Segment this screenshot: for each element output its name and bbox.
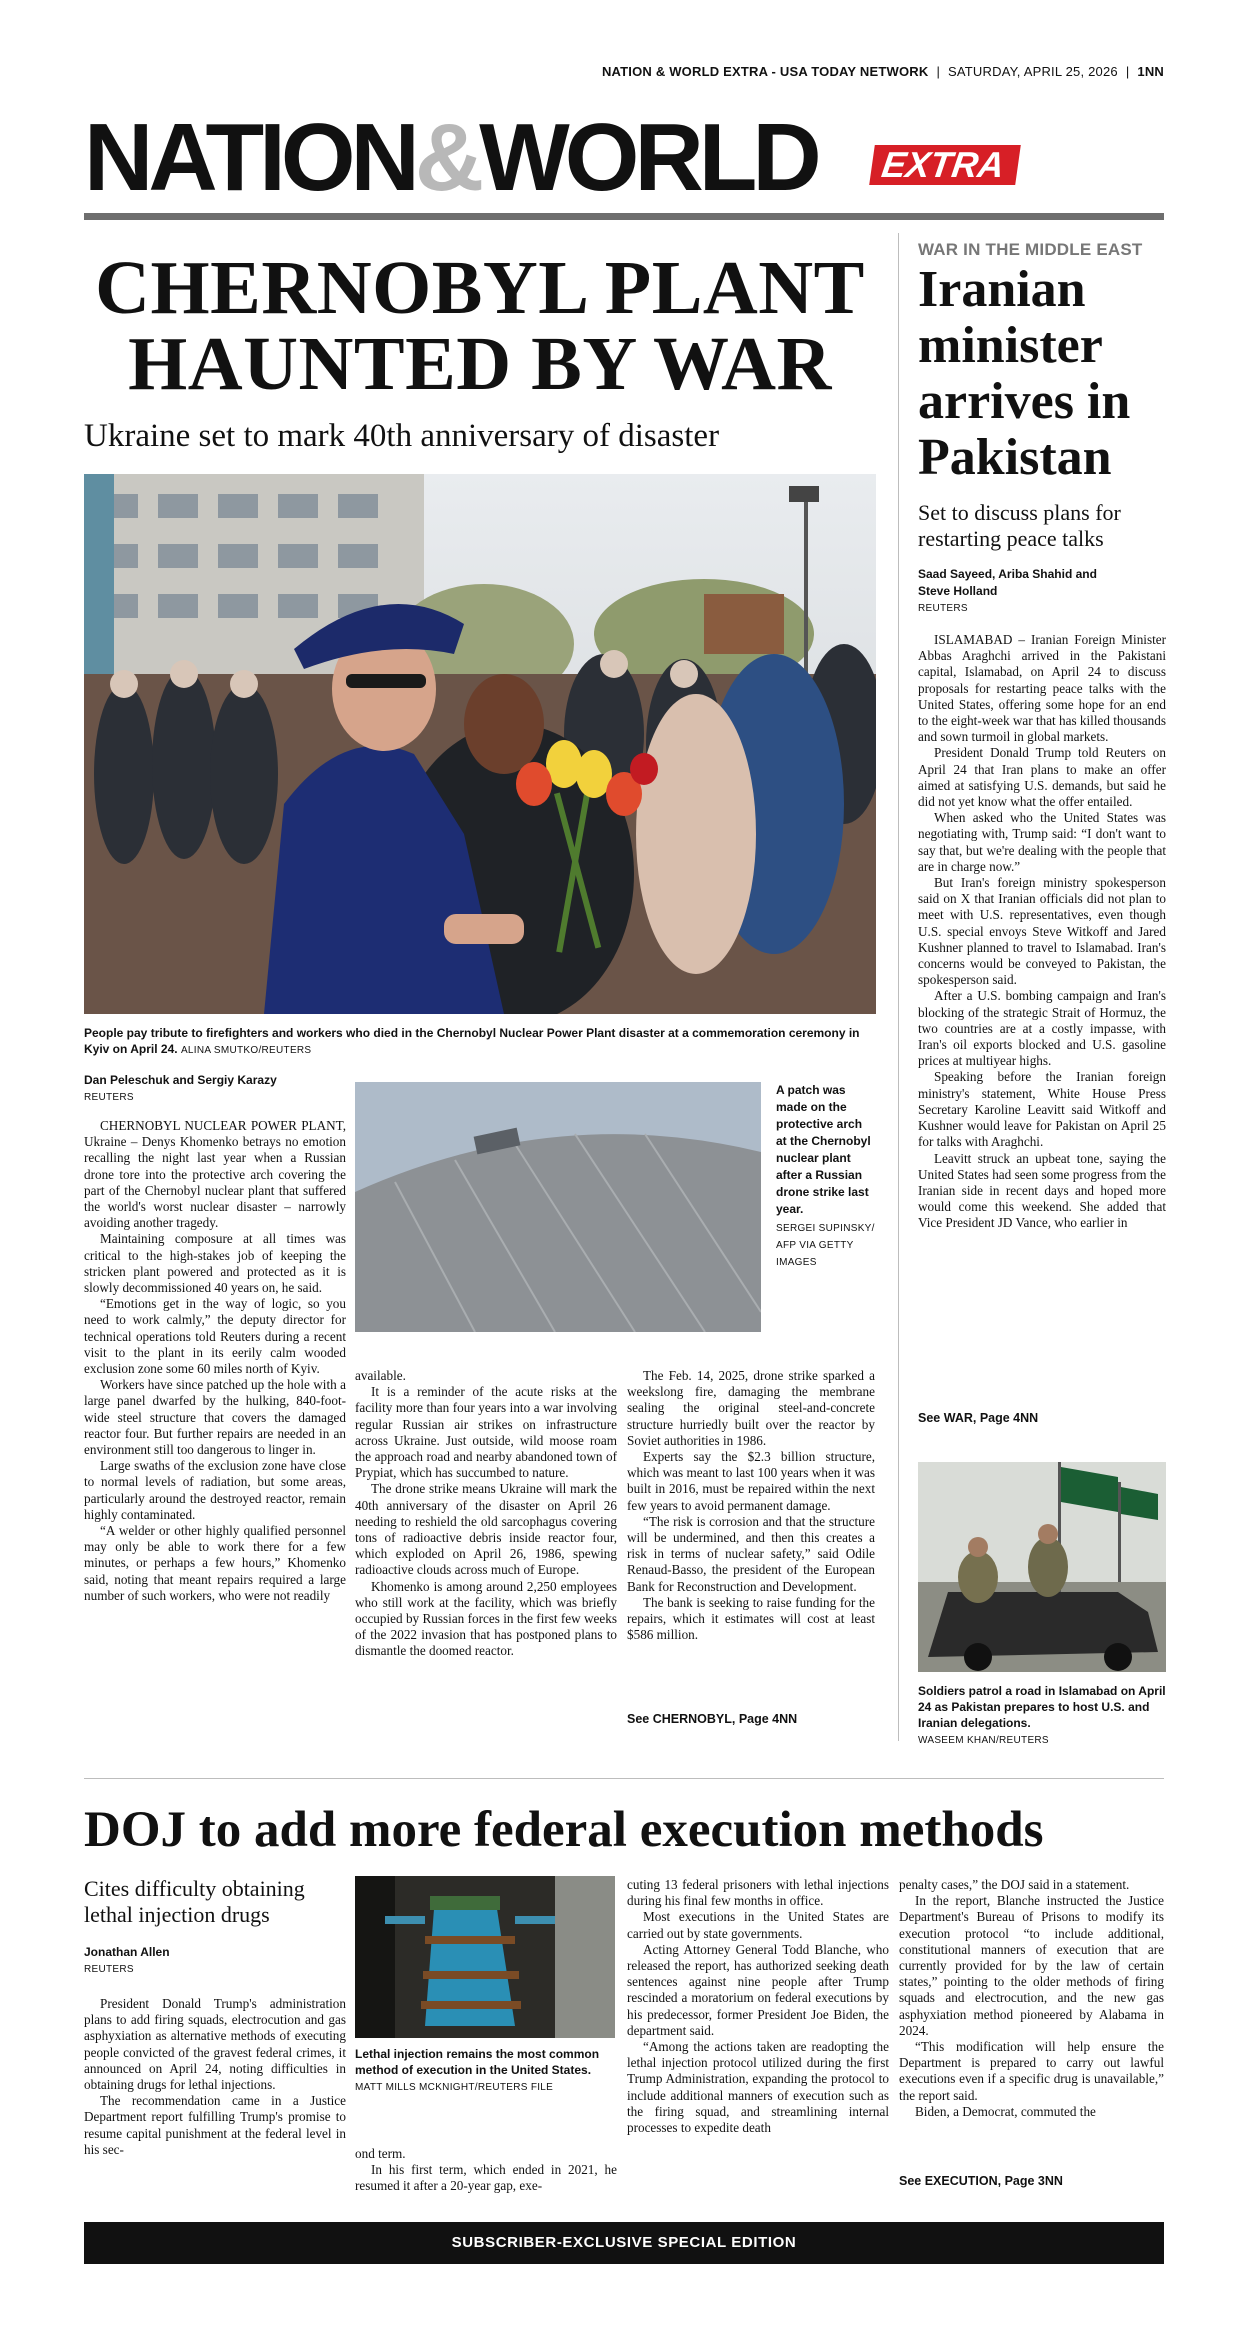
side-byline-names: Saad Sayeed, Ariba Shahid and Steve Holland (918, 567, 1097, 598)
paragraph: Experts say the $2.3 billion structure, which was meant to last 100 years when it was built in 2016, must be repaired within the next few years to avoid permanent damage. (627, 1449, 875, 1513)
paragraph: After a U.S. bombing campaign and Iran's blocking of the strategic Strait of Hormuz, the two countries are at a costly impasse, with Iran's oil exports blocked and U.S. gasoline prices at multiyear highs. (918, 988, 1166, 1069)
paragraph: The drone strike means Ukraine will mark the 40th anniversary of the disaster on April 26 needing to reshield the old sarcophagus covering tons of radioactive debris inside reactor four, which exploded on April 26, 1986, spewing radioactive clouds across much of Europe. (355, 1481, 617, 1578)
main-column-2 (355, 1368, 617, 1660)
side-byline (918, 566, 1118, 617)
masthead-ampersand: & (414, 104, 480, 211)
header-dateline: NATION & WORLD EXTRA - USA TODAY NETWORK | SATURDAY, APRIL 25, 2026 | 1NN (601, 64, 1164, 79)
main-deck: Ukraine set to mark 40th anniversary of disaster (84, 418, 720, 454)
paragraph: President Donald Trump's administration plans to add firing squads, electrocution and gas asphyxiation as alternative methods of executing people convicted of the gravest federal crimes, it announced on April 24, noting difficulties in obtaining drugs for lethal injections. (84, 1996, 346, 2093)
side-column (918, 632, 1166, 1232)
main-headline-line2: HAUNTED BY WAR (128, 322, 832, 406)
arch-photo[interactable] (355, 1082, 761, 1332)
chernobyl-jump-link[interactable]: See CHERNOBYL, Page 4NN (627, 1712, 798, 1726)
section-divider (84, 1778, 1164, 1779)
arch-photo-credit: SERGEI SUPINSKY/ AFP VIA GETTY IMAGES (776, 1223, 875, 1268)
lead-photo-caption (84, 1025, 876, 1059)
paragraph: The recommendation came in a Justice Department report fulfilling Trump's promise to resume capital punishment at the federal level in his sec- (84, 2093, 346, 2157)
paragraph: Acting Attorney General Todd Blanche, who released the report, has authorized seeking death sentences against nine people after Trump rescinded a moratorium on federal executions by his predecessor, former President Joe Biden, the department said. (627, 1941, 889, 2038)
masthead (84, 104, 817, 211)
execution-chamber-photo[interactable] (355, 1876, 615, 2038)
execution-photo-caption-text: Lethal injection remains the most common method of execution in the United States. (355, 2047, 600, 2077)
paragraph: The bank is seeking to raise funding for the repairs, which it estimates will cost at least $586 million. (627, 1594, 875, 1643)
execution-photo-credit: MATT MILLS MCKNIGHT/REUTERS FILE (355, 2082, 554, 2093)
paragraph: But Iran's foreign ministry spokesperson said on X that Iranian officials did not plan to meet with U.S. representatives, even though U.S. special envoys Steve Witkoff and Jared Kushner planned to travel to Islamabad. Iran's concerns would be conveyed to Pakistan, the spokesperson said. (918, 875, 1166, 988)
paragraph: Biden, a Democrat, commuted the (915, 2103, 1096, 2119)
paragraph: “Emotions get in the way of logic, so you need to work calmly,” the deputy director for technical operations told Reuters during a recent visit to the plant in its eerily calm wooded exclusion zone some 60 miles north of Kyiv. (84, 1296, 346, 1377)
lead-photo[interactable] (84, 474, 876, 1014)
lead-photo-credit: ALINA SMUTKO/REUTERS (180, 1045, 312, 1056)
side-headline[interactable]: Iranian minister arrives in Pakistan (918, 261, 1131, 486)
paragraph: In his first term, which ended in 2021, he resumed it after a 20-year gap, exe- (355, 2162, 617, 2194)
paragraph: ond term. (355, 2146, 406, 2161)
issue-date: SATURDAY, APRIL 25, 2026 (948, 64, 1118, 79)
paragraph: cuting 13 federal prisoners with lethal injections during his final few months in office. (627, 1877, 889, 1909)
paragraph: When asked who the United States was negotiating with, Trump said: “I don't want to say that, but we're dealing with the people that are in charge now.” (918, 810, 1166, 874)
extra-badge: EXTRA (869, 145, 1021, 185)
paragraph: President Donald Trump told Reuters on April 24 that Iran plans to make an offer aimed at satisfying U.S. demands, but said he did not yet know what the offer entailed. (918, 745, 1166, 810)
paragraph: Leavitt struck an upbeat tone, saying the United States had seen some progress from the Iranian side in recent days and hoped more would come this weekend. She added that Vice President JD Vance, who earlier in (918, 1150, 1166, 1231)
page-number: 1NN (1137, 64, 1164, 79)
soldiers-photo-caption (918, 1683, 1166, 1749)
soldiers-photo-illustration (918, 1462, 1166, 1672)
doj-deck: Cites difficulty obtaining lethal injection drugs (84, 1876, 305, 1927)
paragraph: Workers have since patched up the hole with a large panel dwarfed by the hulking, 840-foot-wide steel structure that covers the damaged reactor four. But further repairs are needed in an environment still too dangerous to linger in. (84, 1377, 346, 1458)
doj-byline-org: REUTERS (84, 1964, 134, 1975)
doj-column-2 (355, 2146, 617, 2195)
main-column-3 (627, 1368, 875, 1643)
paragraph: The Feb. 14, 2025, drone strike sparked a weekslong fire, damaging the membrane sealing the original steel-and-concrete structure hurriedly built over the reactor by Soviet authorities in 1986. (627, 1368, 875, 1448)
section-label: NATION & WORLD EXTRA - USA TODAY NETWORK (601, 64, 929, 79)
paragraph: Maintaining composure at all times was critical to the high-stakes job of keeping the stricken plant powered and protected as it is slowly decommissioned 40 years on, he said. (84, 1231, 346, 1296)
arch-photo-caption (776, 1082, 876, 1271)
subscriber-banner: SUBSCRIBER-EXCLUSIVE SPECIAL EDITION (84, 2222, 1164, 2264)
lead-photo-caption-text: People pay tribute to firefighters and workers who died in the Chernobyl Nuclear Power Plant disaster at a commemoration ceremony in Kyiv on April 24. (84, 1026, 860, 1056)
paragraph: “Among the actions taken are readopting the lethal injection protocol utilized during the first Trump Administration, expanding the protocol to include additional manners of execution such as the firing squad, and streamlining internal processes to expedite death (627, 2039, 889, 2136)
paragraph: “A welder or other highly qualified personnel may only be able to work there for a few minutes, or perhaps a few hours,” Khomenko said, noting that meant repairs required a large number of such workers, who were not readily (84, 1523, 346, 1603)
paragraph: available. (355, 1368, 406, 1383)
soldiers-photo-caption-text: Soldiers patrol a road in Islamabad on April 24 as Pakistan prepares to host U.S. and Iranian delegations. (918, 1684, 1166, 1730)
column-divider (898, 233, 899, 1741)
soldiers-photo-credit: WASEEM KHAN/REUTERS (918, 1735, 1049, 1746)
masthead-nation: NATION (84, 104, 415, 211)
paragraph: penalty cases,” the DOJ said in a statement. (899, 1877, 1130, 1892)
doj-byline-names: Jonathan Allen (84, 1945, 170, 1959)
paragraph: In the report, Blanche instructed the Justice Department's Bureau of Prisons to modify its execution protocol “to include additional, constitutional manners of execution that are currently provided for by the law of certain states,” pointing to the older methods of firing squads and electrocution, and the new gas asphyxiation method pioneered by Alabama in 2024. (899, 1893, 1164, 2038)
paragraph: “The risk is corrosion and that the structure will be undermined, and then this creates a risk in terms of nuclear safety,” said Odile Renaud-Basso, the president of the European Bank for Reconstruction and Development. (627, 1513, 875, 1594)
masthead-rule (84, 213, 1164, 220)
doj-column-3 (627, 1877, 889, 2136)
paragraph: Khomenko is among around 2,250 employees who still work at the facility, which was briefly occupied by Russian forces in the first few weeks of the 2022 invasion that has postponed plans to dismantle the doomed reactor. (355, 1578, 617, 1659)
side-byline-org: REUTERS (918, 603, 968, 614)
paragraph: Speaking before the Iranian foreign ministry's statement, White House Press Secretary Karoline Leavitt said Witkoff and Kushner would leave for Pakistan on April 25 for talks with Araghchi. (918, 1069, 1166, 1150)
paragraph: ISLAMABAD – Iranian Foreign Minister Abbas Araghchi arrived in the Pakistani capital, Islamabad, on April 24 to discuss proposals for restarting peace talks with the United States, offering some hope for an end to the eight-week war that has killed thousands and sown turmoil in global markets. (918, 632, 1166, 745)
lead-photo-illustration (84, 474, 876, 1014)
execution-chamber-illustration (355, 1876, 615, 2038)
main-headline[interactable] (84, 246, 876, 406)
side-kicker: WAR IN THE MIDDLE EAST (918, 240, 1143, 259)
execution-photo-caption (355, 2046, 617, 2096)
arch-photo-illustration (355, 1082, 761, 1332)
main-byline (84, 1072, 344, 1106)
paragraph: Large swaths of the exclusion zone have close to normal levels of radiation, but some areas, particularly around the destroyed reactor, remain highly contaminated. (84, 1458, 346, 1522)
doj-byline (84, 1944, 284, 1978)
soldiers-photo[interactable] (918, 1462, 1166, 1672)
paragraph: It is a reminder of the acute risks at the facility more than four years into a war involving regular Russian air strikes on infrastructure across Ukraine. Just outside, wild moose roam the approach road and nearby abandoned town of Prypiat, which has succumbed to nature. (355, 1384, 617, 1481)
side-deck: Set to discuss plans for restarting peace talks (918, 500, 1121, 551)
main-byline-names: Dan Peleschuk and Sergiy Karazy (84, 1073, 277, 1087)
masthead-world: WORLD (479, 104, 817, 211)
paragraph: Most executions in the United States are carried out by state governments. (627, 1909, 889, 1941)
doj-headline[interactable]: DOJ to add more federal execution methods (84, 1802, 1044, 1858)
war-jump-link[interactable]: See WAR, Page 4NN (918, 1411, 1039, 1425)
doj-column-1 (84, 1996, 346, 2158)
doj-column-4 (899, 1877, 1164, 2120)
main-headline-line1: CHERNOBYL PLANT (95, 246, 865, 330)
execution-jump-link[interactable]: See EXECUTION, Page 3NN (899, 2174, 1063, 2188)
paragraph: “This modification will help ensure the Department is prepared to carry out lawful executions even if a specific drug is unavailable,” the report said. (899, 2039, 1164, 2103)
arch-photo-caption-text: A patch was made on the protective arch at the Chernobyl nuclear plant after a Russian drone strike last year. (776, 1083, 871, 1216)
main-byline-org: REUTERS (84, 1092, 134, 1103)
paragraph: CHERNOBYL NUCLEAR POWER PLANT, Ukraine – Denys Khomenko betrays no emotion recalling the night last year when a Russian drone tore into the protective arch covering the part of the Chernobyl nuclear plant that suffered the world's worst nuclear disaster – narrowly avoiding another tragedy. (84, 1118, 346, 1231)
main-column-1 (84, 1118, 346, 1604)
